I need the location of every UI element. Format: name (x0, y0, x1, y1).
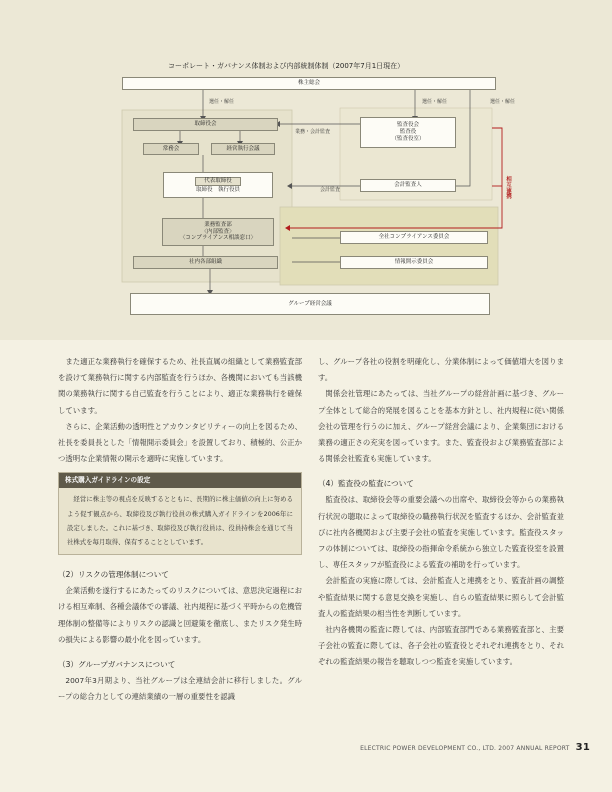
audit-dept-line2: 〈内部監査〉 (201, 228, 235, 235)
executive-meeting-box: 経営執行会議 (211, 143, 275, 155)
diagram-connectors (0, 0, 612, 340)
label-elect-3: 選任・解任 (490, 99, 516, 105)
right-paragraph-4: 会計監査の実施に際しては、会計監査人と連携をとり、監査計画の調整や監査結果に関する意見交換を実施し、自らの監査結果に照らして会計監査人の監査結果の相当性を判断しています。 (318, 576, 564, 618)
right-column (318, 354, 564, 671)
accounting-auditor-box: 会計監査人 (360, 179, 456, 192)
left-paragraph-4: 2007年3月期より、当社グループは全連結会計に移行しました。グループの総合力としての連結業績の一層の重要性を認識 (58, 676, 302, 702)
committee-region (280, 207, 498, 285)
page-number: 31 (575, 742, 590, 753)
auditors-line1: 監査役会 (396, 122, 419, 129)
label-elect-2: 選任・解任 (422, 99, 448, 105)
left-paragraph-1: また適正な業務執行を確保するため、社長直属の組織として業務監査部を設けて業務執行に関する内部監査を行うほか、各機関においても当該機関の業務執行に関する自己監査を行うことにより、適正な業務執行を確保しています。 (58, 357, 302, 415)
section-heading-risk: （2）リスクの管理体制について (58, 570, 169, 580)
audit-dept-line3: 〈コンプライアンス相談窓口〉 (179, 235, 257, 242)
managing-directors-box: 常務会 (143, 143, 199, 155)
internal-divisions-box: 社内各部組織 (133, 256, 278, 269)
section-heading-group: （3）グループガバナンスについて (58, 660, 176, 670)
guideline-title: 株式購入ガイドラインの設定 (59, 473, 301, 488)
label-elect-1: 選任・解任 (209, 99, 235, 105)
guideline-text: 経営に株主等の視点を反映するとともに、長期的に株主価値の向上に努めるよう促す観点から、取締役及び執行役員の株式購入ガイドラインを2006年に設定しました。これに基づき、取締役及び執行役員は、役員持株会を通じて当社株式を毎月取得、保有することとしています。 (67, 495, 293, 547)
rep-director-sub: 取締役 執行役員 (195, 186, 240, 193)
label-audit-ops: 業務・会計監査 (295, 129, 331, 135)
guideline-box (58, 472, 302, 555)
right-paragraph-1: し、グループ各社の役割を明確化し、分業体制によって価値増大を図ります。 (318, 357, 564, 383)
right-paragraph-3: 監査役は、取締役会等の重要会議への出席や、取締役会等からの業務執行状況の聴取によって取締役の職務執行状況を監査するほか、会計監査並びに社内各機関および主要子会社の監査を実施しています。監査役スタッフの体制については、取締役の指揮命令系統から独立した監査役室を設置し、専任スタッフが監査役による監査の補助を行っています。 (318, 495, 564, 570)
left-column (58, 354, 302, 705)
diagram-title: コーポレート・ガバナンス体制および内部統制体制（2007年7月1日現在） (168, 62, 405, 70)
audit-dept-box (162, 218, 274, 246)
footer-company: ELECTRIC POWER DEVELOPMENT CO., LTD. (360, 745, 497, 752)
label-accounting-audit: 会計監査 (320, 187, 341, 193)
audit-dept-line1: 業務監査部 (204, 221, 232, 228)
label-cooperation: 相互連携 (506, 177, 512, 201)
right-paragraph-2: 関係会社管理にあたっては、当社グループの経営計画に基づき、グループ全体として総合的発展を図ることを基本方針とし、社内規程に従い関係会社の管理を行うのに加え、グループ経営会議により、企業集団における業務の適正さの充実を図っています。また、監査役および業務監査部による関係会社監査も実施しています。 (318, 389, 564, 464)
auditors-line3: （監査役室） (391, 135, 425, 142)
footer-report: 2007 ANNUAL REPORT (498, 745, 570, 752)
board-of-directors-box: 取締役会 (133, 118, 278, 131)
governance-diagram (0, 0, 612, 340)
auditors-line2: 監査役 (399, 129, 417, 136)
section-heading-audit: （4）監査役の監査について (318, 479, 414, 489)
corporate-auditors-box (360, 117, 456, 148)
shareholders-meeting-box: 株主総会 (122, 77, 496, 90)
left-paragraph-3: 企業活動を遂行するにあたってのリスクについては、意思決定過程における相互牽制、各種会議体での審議、社内規程に基づく平時からの危機管理体制の整備等によりリスクの認識と回避策を徹底し、またリスク発生時の損失による影響の最小化を図っています。 (58, 586, 302, 644)
page-footer (360, 742, 590, 753)
disclosure-committee-box: 情報開示委員会 (340, 256, 488, 269)
right-paragraph-5: 社内各機関の監査に際しては、内部監査部門である業務監査部と、主要子会社の監査に際しては、各子会社の監査役とそれぞれ連携をとり、それぞれの監査結果の報告を聴取しつつ監査を実施しています。 (318, 625, 564, 667)
rep-director-title: 代表取締役 (195, 177, 241, 186)
left-paragraph-2: さらに、企業活動の透明性とアカウンタビリティーの向上を図るため、社長を委員長とした「情報開示委員会」を設置しており、積極的、公正かつ透明な企業情報の開示を適時に実施しています。 (58, 421, 302, 464)
compliance-committee-box: 全社コンプライアンス委員会 (340, 231, 488, 244)
representative-director-box (163, 172, 273, 198)
group-meeting-box: グループ経営会議 (130, 293, 490, 315)
